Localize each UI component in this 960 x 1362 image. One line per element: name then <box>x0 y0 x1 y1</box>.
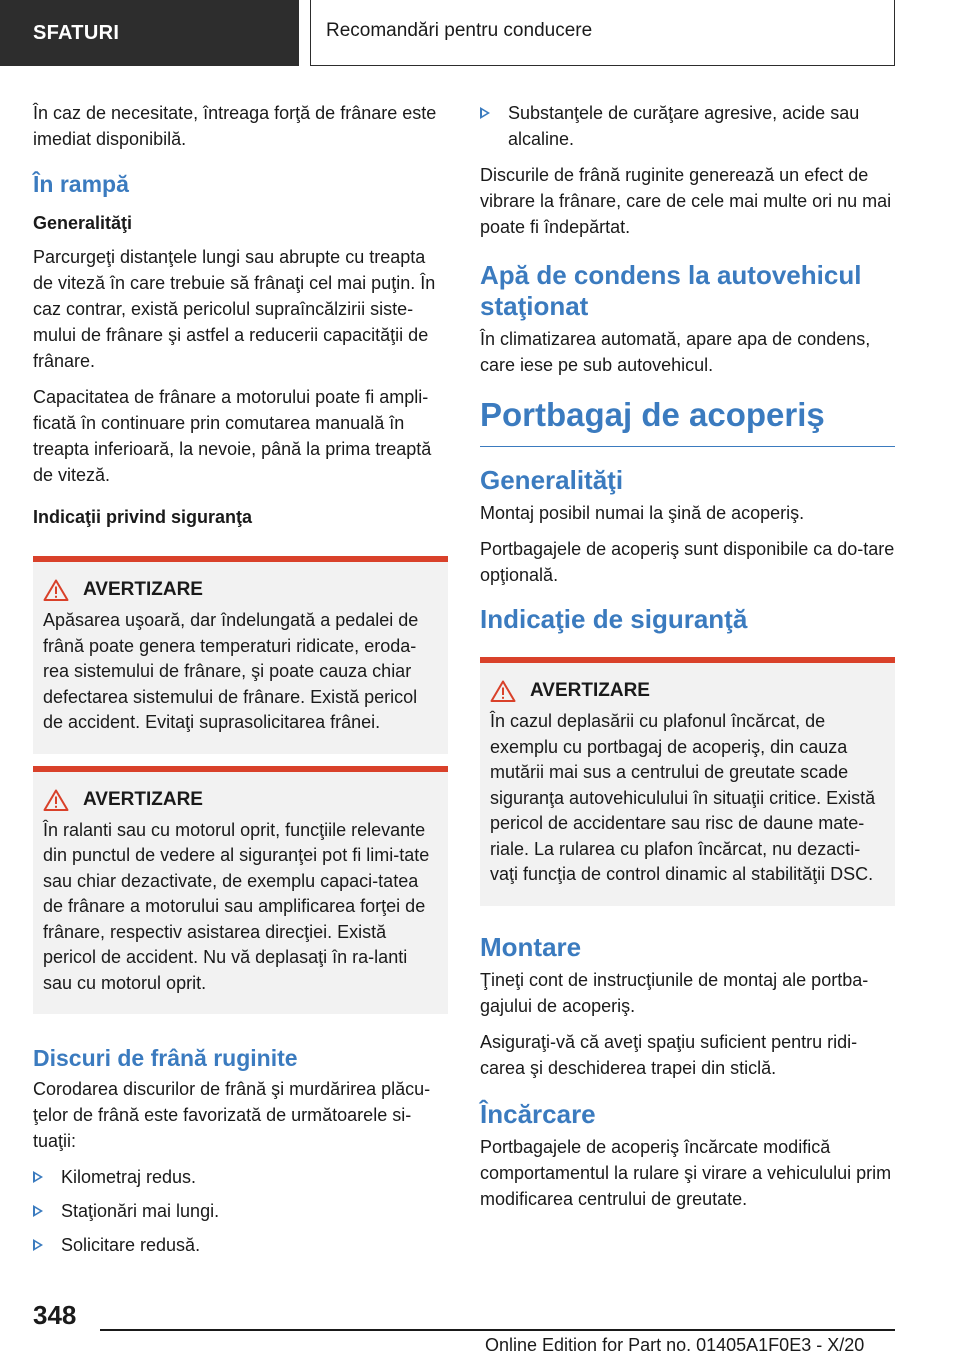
edition-text: Online Edition for Part no. 01405A1F0E3 - X/20 <box>485 1335 865 1355</box>
warning-triangle-icon <box>43 789 69 811</box>
mount-heading: Montare <box>480 931 582 962</box>
rust-paragraph: Corodarea discurilor de frână şi murdărirea plăcu‐ţelor de frână este favorizată de următoarele si‐tuaţii: <box>33 1079 431 1151</box>
warning-text: Apăsarea uşoară, dar îndelungată a pedalei de frână poate genera temperaturi ridicate, eroda‐rea sistemului de frânare, şi poate cauza chiar defectarea sistemului de frânare. Există pericol de accident. Evitaţi suprasolicitarea frânei. <box>43 610 419 732</box>
roof-rack-title: Portbagaj de acoperiş <box>480 394 895 447</box>
rust-list-continued <box>480 100 895 152</box>
roof-general-paragraph-1: Montaj posibil numai la şină de acoperiş. <box>480 503 805 523</box>
warning-text: În cazul deplasării cu plafonul încărcat, de exemplu cu portbagaj de acoperiş, din cauza mutării mai sus a centrului de greutate scade siguranţa autovehiculului în situaţii critice. Există pericol de accidentare sau risc de daune mate‐riale. La rularea cu plafon încărcat, nu dezacti‐vaţi funcţia de control dinamic al stabilităţii DSC. <box>490 711 876 884</box>
list-item: Staţionări mai lungi. <box>33 1198 448 1224</box>
list-item: Kilometraj redus. <box>33 1164 448 1190</box>
load-paragraph: Portbagajele de acoperiş încărcate modifică comportamentul la rulare şi virare a vehiculului prim modificarea centrului de greutate. <box>480 1136 892 1209</box>
roof-general-paragraph-2: Portbagajele de acoperiş sunt disponibile ca do‐tare opţională. <box>480 539 895 585</box>
mount-paragraph-2: Asiguraţi-vă că aveţi spaţiu suficient pentru ridi‐carea şi deschiderea trapei din sticlă. <box>480 1031 858 1078</box>
rust-heading: Discuri de frână ruginite <box>33 1045 298 1071</box>
left-column <box>33 100 448 1268</box>
triangle-bullet-icon <box>33 1171 43 1183</box>
condens-heading: Apă de condens la autovehicul staţionat <box>480 260 862 321</box>
warning-box <box>480 657 895 906</box>
triangle-bullet-icon <box>33 1205 43 1217</box>
general-paragraph-2: Capacitatea de frânare a motorului poate fi ampli‐ficată în continuare prin comutarea manuală în treapta inferioară, la nevoie, până la prima treaptă de viteză. <box>33 387 432 485</box>
intro-paragraph: În caz de necesitate, întreaga forţă de frânare este imediat disponibilă. <box>33 103 437 149</box>
list-item: Solicitare redusă. <box>33 1232 448 1258</box>
triangle-bullet-icon <box>480 107 490 119</box>
rust-paragraph-2: Discurile de frână ruginite generează un efect de vibrare la frânare, care de cele mai multe ori nu mai poate fi îndepărtat. <box>480 165 892 237</box>
warning-text: În ralanti sau cu motorul oprit, funcţiile relevante din punctul de vedere al siguranţei pot fi limi‐tate sau chiar dezactivate, de exemplu capaci‐tatea de frânare a motorului sau amplificarea forţei de frânare, respectiv asistarea direcţiei. Există pericol de accident. Nu vă deplasaţi în ra‐lanti sau cu motorul oprit. <box>43 819 430 993</box>
load-heading: Încărcare <box>480 1098 596 1129</box>
general-paragraph-1: Parcurgeţi distanţele lungi sau abrupte cu treapta de viteză în care trebuie să frânaţi cel mai puţin. În caz contrar, există pericolul supraîncălzirii siste‐mului de frânare şi astfel a reducerii capacităţii de frânare. <box>33 247 436 371</box>
footer-divider <box>100 1329 895 1331</box>
warning-title: AVERTIZARE <box>83 788 203 810</box>
section-label: SFATURI <box>0 0 299 66</box>
mount-paragraph-1: Ţineţi cont de instrucţiunile de montaj ale portba‐gajului de acoperiş. <box>480 969 869 1016</box>
roof-safety-heading: Indicaţie de siguranţă <box>480 604 748 634</box>
warning-box <box>33 556 448 754</box>
triangle-bullet-icon <box>33 1239 43 1251</box>
warning-triangle-icon <box>43 579 69 601</box>
safety-subheading: Indicaţii privind siguranţa <box>33 507 253 527</box>
condens-paragraph: În climatizarea automată, apare apa de condens, care iese pe sub autovehicul. <box>480 329 871 375</box>
page-header <box>0 0 960 66</box>
chapter-label: Recomandări pentru conducere <box>310 0 895 66</box>
general-subheading: Generalităţi <box>33 213 133 233</box>
right-column <box>480 100 895 1222</box>
warning-title: AVERTIZARE <box>83 579 203 600</box>
page-number: 348 <box>33 1300 77 1330</box>
warning-title: AVERTIZARE <box>530 680 650 701</box>
roof-general-heading: Generalităţi <box>480 465 624 495</box>
warning-triangle-icon <box>490 680 516 702</box>
rust-list <box>33 1164 448 1258</box>
warning-box <box>33 766 448 1015</box>
ramp-heading: În rampă <box>33 171 129 197</box>
list-item: Substanţele de curăţare agresive, acide sau alcaline. <box>480 100 895 152</box>
